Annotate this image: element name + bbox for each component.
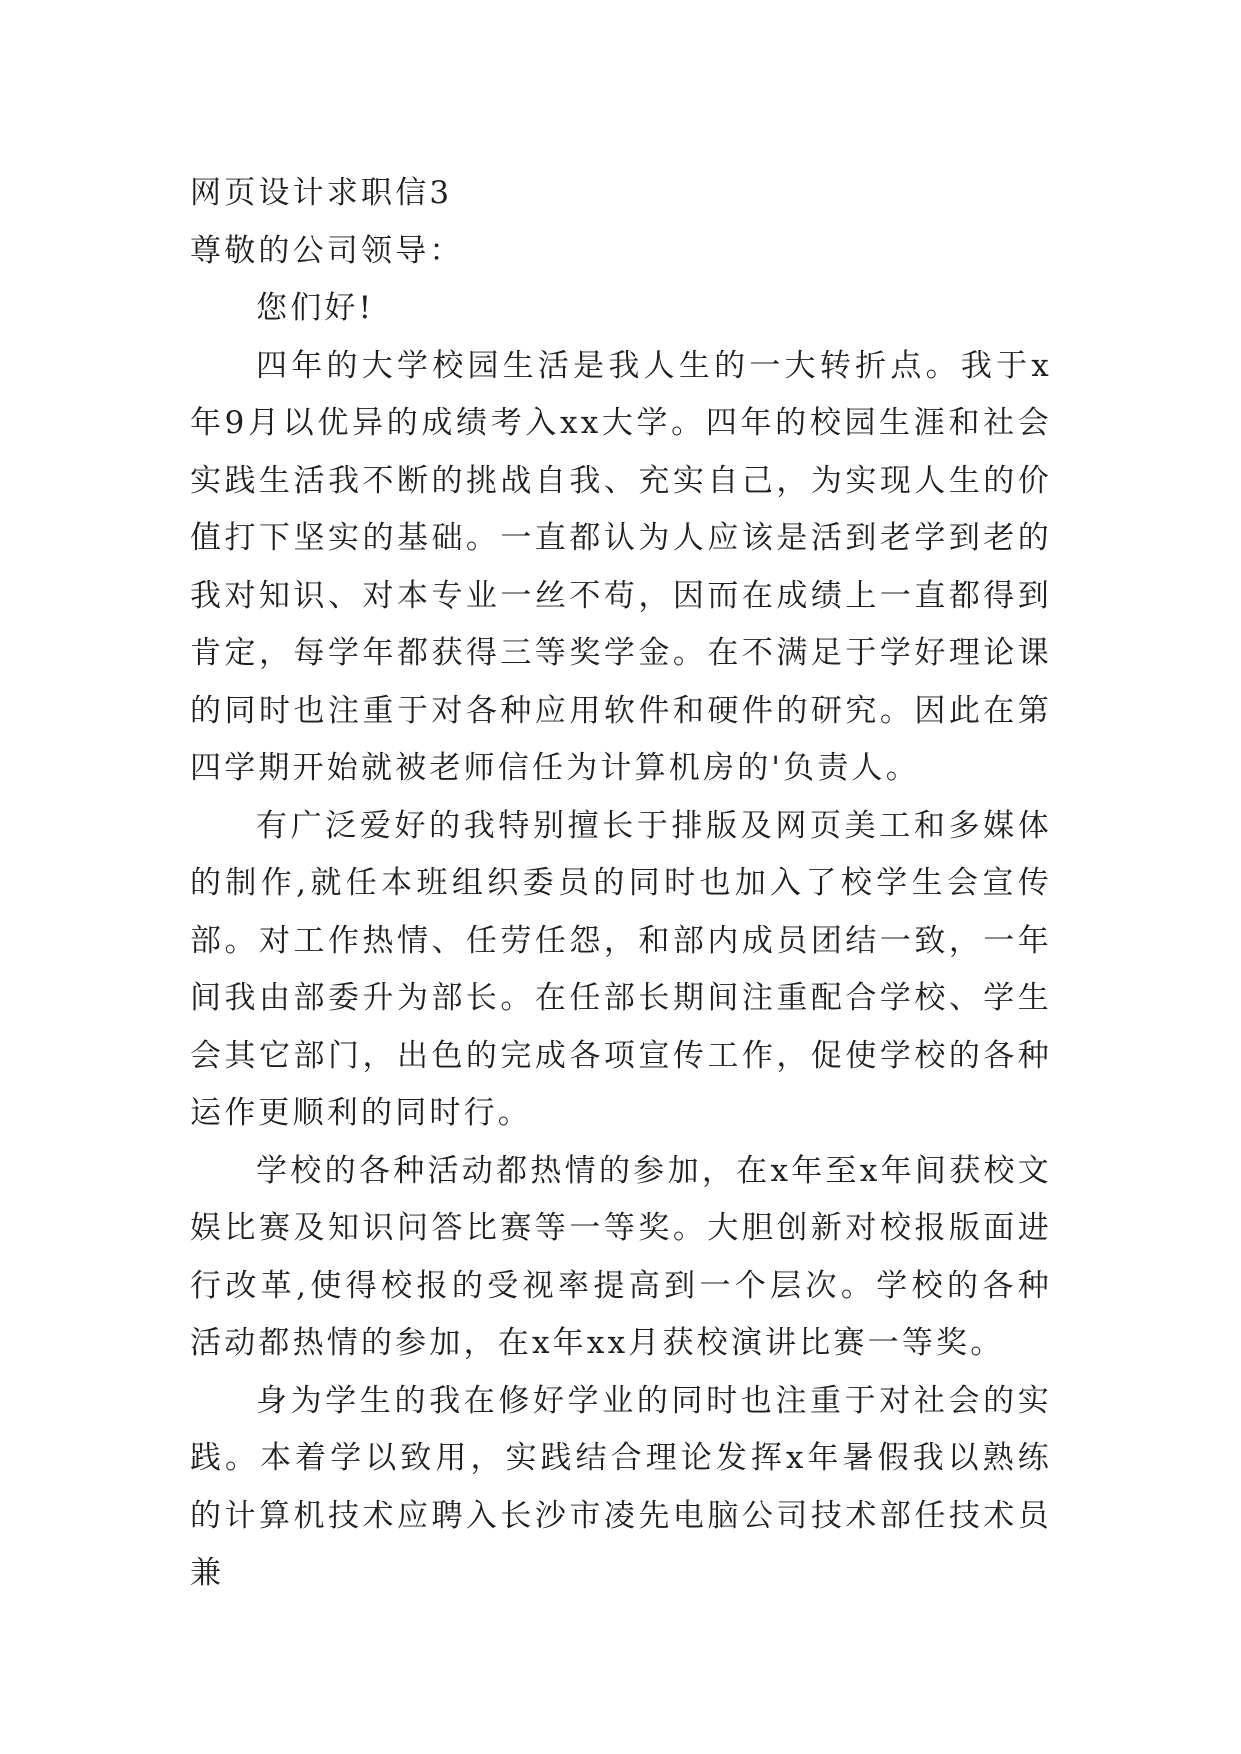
greeting: 您们好! xyxy=(256,290,375,326)
salutation: 尊敬的公司领导： xyxy=(190,232,464,269)
paragraph-2: 有广泛爱好的我特别擅长于排版及网页美工和多媒体的制作,就任本班组织委员的同时也加入了校学生会宣传部。对工作热情、任劳任怨，和部内成员团结一致，一年间我由部委升为部长。在任部长期间注重配合学校、学生会其它部门，出色的完成各项宣传工作，促使学校的各种运作更顺利的同时行。 xyxy=(190,807,1052,1131)
paragraph-1: 四年的大学校园生活是我人生的一大转折点。我于x年9月以优异的成绩考入xx大学。四年的校园生涯和社会实践生活我不断的挑战自我、充实自己，为实现人生的价值打下坚实的基础。一直都认为人应该是活到老学到老的我对知识、对本专业一丝不苟，因而在成绩上一直都得到肯定，每学年都获得三等奖学金。在不满足于学好理论课的同时也注重于对各种应用软件和硬件的研究。因此在第四学期开始就被老师信任为计算机房的'负责人。 xyxy=(190,347,1052,786)
document-title: 网页设计求职信3 xyxy=(190,175,453,211)
letter-body xyxy=(190,165,1052,1603)
paragraph-4: 身为学生的我在修好学业的同时也注重于对社会的实践。本着学以致用，实践结合理论发挥x年暑假我以熟练的计算机技术应聘入长沙市凌先电脑公司技术部任技术员兼 xyxy=(190,1382,1052,1591)
paragraph-3: 学校的各种活动都热情的参加，在x年至x年间获校文娱比赛及知识问答比赛等一等奖。大胆创新对校报版面进行改革,使得校报的受视率提高到一个层次。学校的各种活动都热情的参加，在x年xx月获校演讲比赛一等奖。 xyxy=(190,1152,1052,1361)
